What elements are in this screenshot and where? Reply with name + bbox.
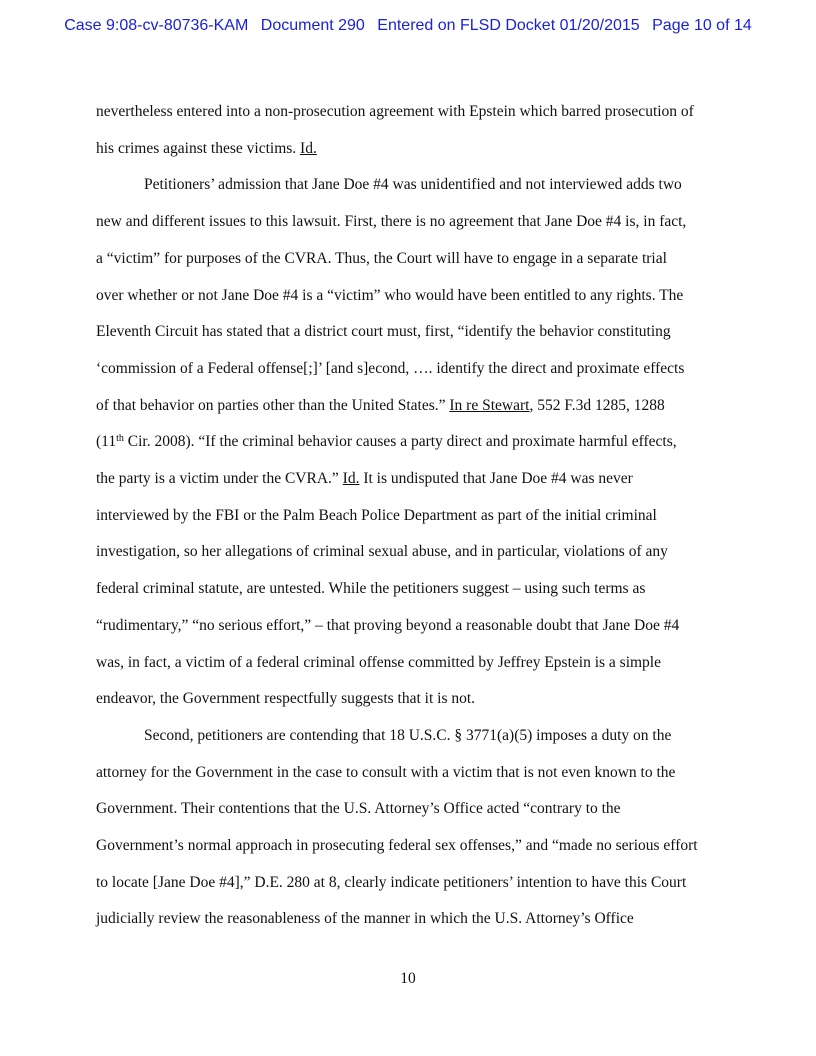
text-line: a “victim” for purposes of the CVRA. Thus, the Court will have to engage in a separate trial — [96, 249, 667, 267]
text-line: federal criminal statute, are untested. While the petitioners suggest – using such terms as — [96, 580, 646, 598]
text-line: over whether or not Jane Doe #4 is a “victim” who would have been entitled to any rights. The — [96, 286, 684, 304]
text-line: judicially review the reasonableness of the manner in which the U.S. Attorney’s Office — [96, 910, 634, 928]
text-line: Eleventh Circuit has stated that a district court must, first, “identify the behavior constituting — [96, 323, 671, 341]
paragraph-start: Second, petitioners are contending that 18 U.S.C. § 3771(a)(5) imposes a duty on the — [144, 726, 672, 744]
text-line: investigation, so her allegations of criminal sexual abuse, and in particular, violations of any — [96, 543, 668, 561]
text-line: his crimes against these victims. Id. — [96, 139, 317, 157]
page-of-total: Page 10 of 14 — [652, 17, 752, 34]
paragraph-start: Petitioners’ admission that Jane Doe #4 was unidentified and not interviewed adds two — [144, 176, 682, 194]
text-line: of that behavior on parties other than the United States.” In re Stewart, 552 F.3d 1285, 1288 — [96, 396, 665, 414]
text-line: (11th Cir. 2008). “If the criminal behavior causes a party direct and proximate harmful effects, — [96, 433, 677, 451]
document-number: Document 290 — [260, 17, 365, 34]
text-line: nevertheless entered into a non-prosecution agreement with Epstein which barred prosecution of — [96, 103, 694, 120]
text-line: ‘commission of a Federal offense[;]’ [and s]econd, …. identify the direct and proximate effects — [96, 359, 685, 377]
text-line: Government. Their contentions that the U.S. Attorney’s Office acted “contrary to the — [96, 800, 621, 818]
text-line: new and different issues to this lawsuit. First, there is no agreement that Jane Doe #4 is, in fact, — [96, 213, 687, 231]
citation-id: Id. — [300, 139, 317, 157]
text-line: attorney for the Government in the case to consult with a victim that is not even known to the — [96, 763, 676, 781]
text-line: “rudimentary,” “no serious effort,” – that proving beyond a reasonable doubt that Jane Doe #4 — [96, 616, 680, 634]
text-line: Government’s normal approach in prosecuting federal sex offenses,” and “made no serious effort — [96, 837, 698, 855]
case-citation: In re Stewart — [449, 396, 530, 414]
text-line: to locate [Jane Doe #4],” D.E. 280 at 8, clearly indicate petitioners’ intention to have this Court — [96, 873, 687, 891]
text-line: was, in fact, a victim of a federal criminal offense committed by Jeffrey Epstein is a simple — [96, 653, 661, 671]
text-line: the party is a victim under the CVRA.” Id. It is undisputed that Jane Doe #4 was never — [96, 470, 633, 488]
document-body — [96, 94, 720, 938]
docket-entry: Entered on FLSD Docket 01/20/2015 — [377, 17, 640, 34]
citation-id: Id. — [342, 470, 360, 488]
text-line: endeavor, the Government respectfully suggests that it is not. — [96, 690, 476, 708]
case-number: Case 9:08-cv-80736-KAM — [64, 17, 249, 34]
docket-header — [0, 17, 816, 35]
page-number: 10 — [400, 970, 416, 987]
text-line: interviewed by the FBI or the Palm Beach Police Department as part of the initial criminal — [96, 506, 657, 524]
